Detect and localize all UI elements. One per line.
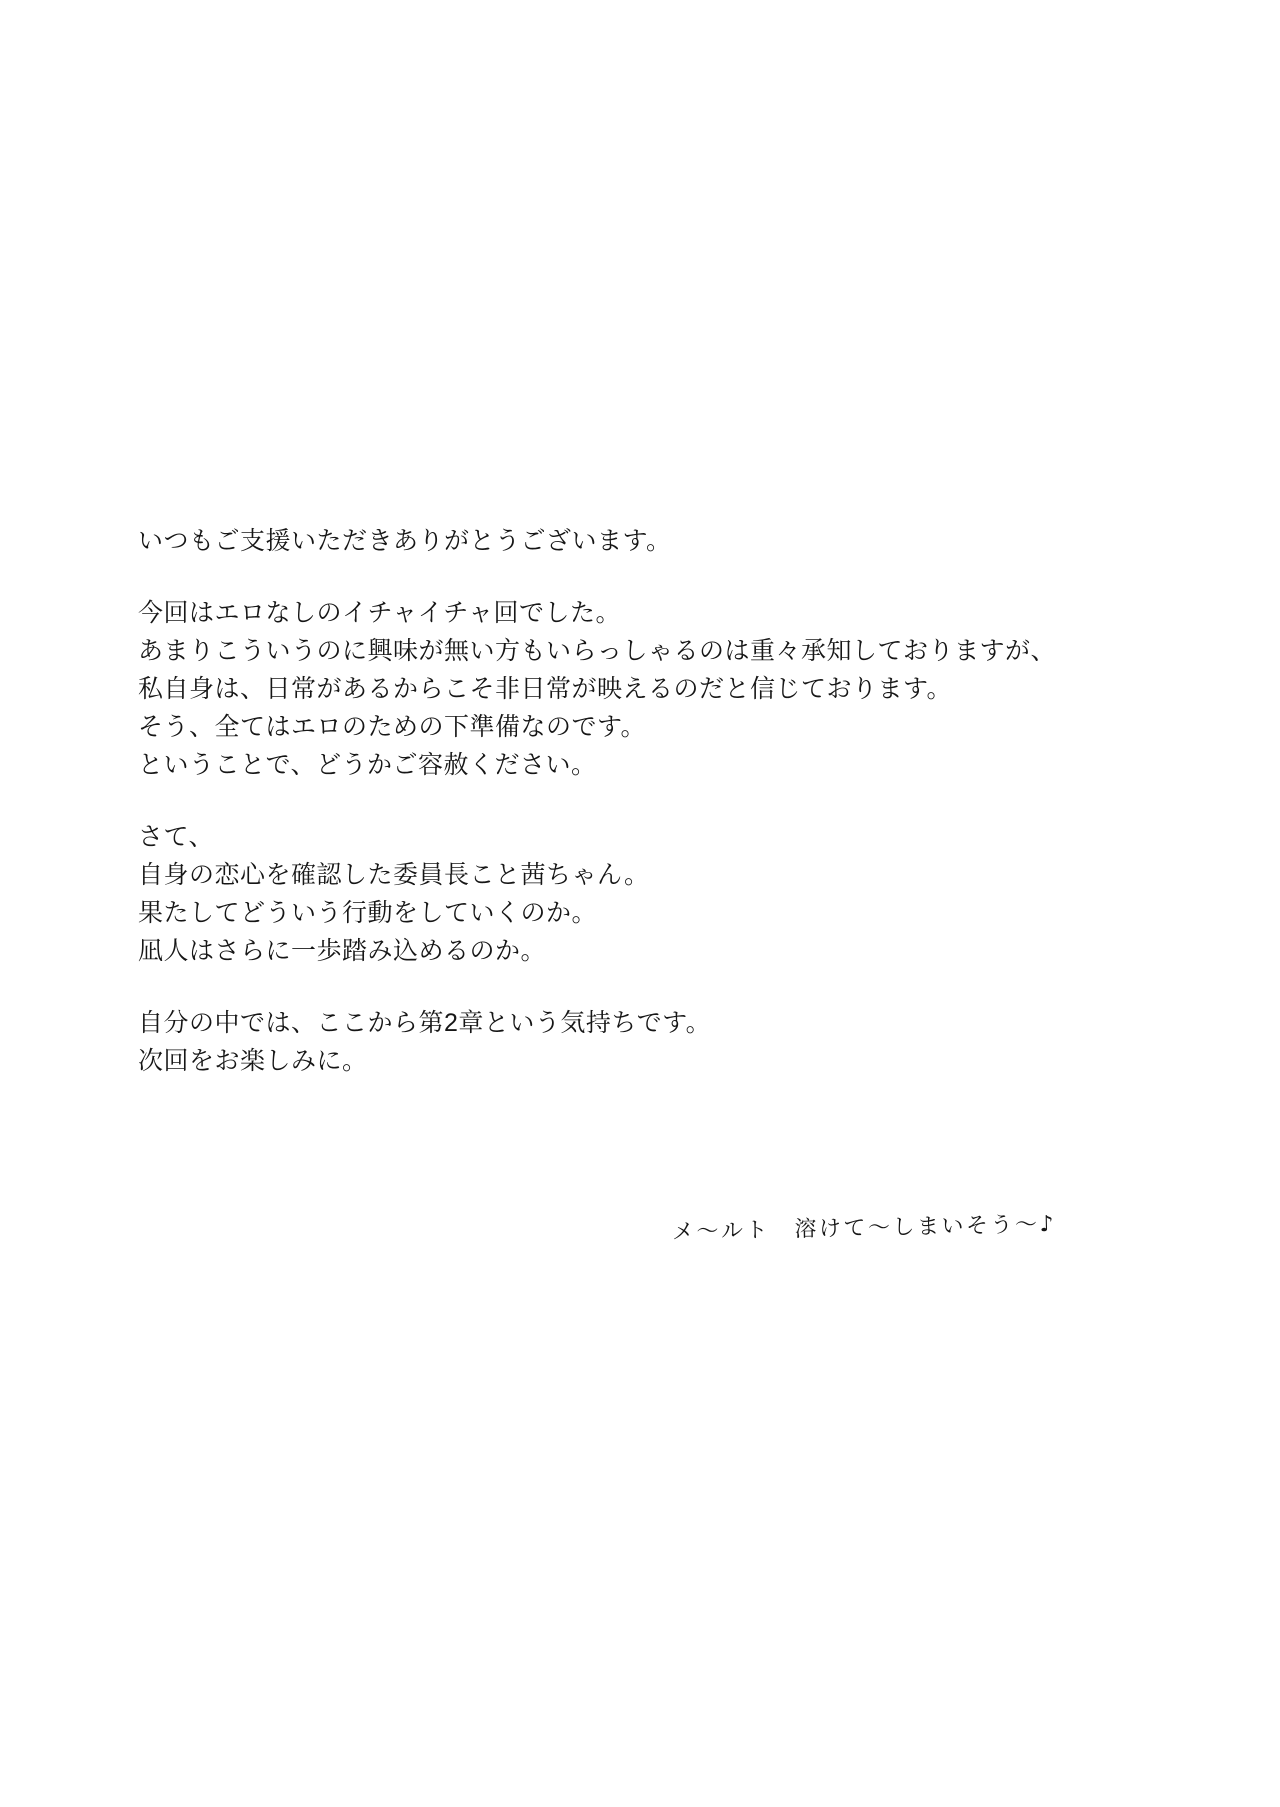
text-line: いつもご支援いただきありがとうございます。 [138, 527, 672, 555]
text-line: 果たしてどういう行動をしていくのか。 [138, 899, 598, 927]
text-line: 自分の中では、ここから第2章という気持ちです。 [138, 1009, 712, 1037]
text-line: 次回をお楽しみに。 [138, 1047, 368, 1075]
afterword-text-block [138, 522, 1158, 1080]
paragraph-story-teaser [138, 818, 1158, 970]
text-line: 私自身は、日常があるからこそ非日常が映えるのだと信じております。 [138, 675, 953, 703]
paragraph-greeting [138, 522, 1158, 560]
paragraph-closing [138, 1004, 1158, 1080]
text-line: そう、全てはエロのための下準備なのです。 [138, 713, 647, 741]
text-line: 今回はエロなしのイチャイチャ回でした。 [138, 599, 622, 627]
text-line: さて、 [138, 823, 215, 851]
text-line: 自身の恋心を確認した委員長こと茜ちゃん。 [138, 861, 650, 889]
handwritten-note: メ〜ルト 溶けて〜しまいそう〜♪ [671, 1211, 1057, 1245]
text-line: ということで、どうかご容赦ください。 [138, 751, 597, 779]
text-line: 凪人はさらに一歩踏み込めるのか。 [138, 937, 547, 965]
text-line: あまりこういうのに興味が無い方もいらっしゃるのは重々承知しておりますが、 [138, 637, 1057, 665]
paragraph-about-this-chapter [138, 594, 1158, 784]
